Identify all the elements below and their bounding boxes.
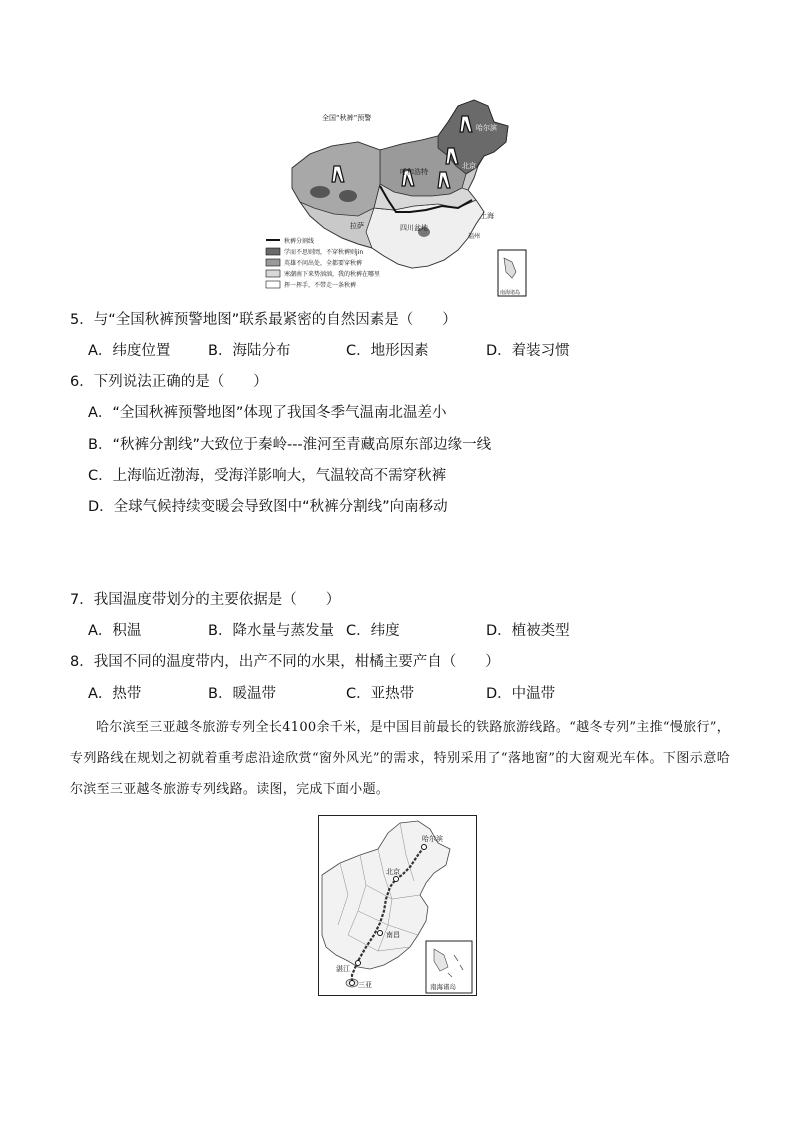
q8-option-b: B．暖温带	[208, 686, 276, 702]
autumn-trousers-warning-map	[262, 96, 532, 300]
q5-option-a: A．纬度位置	[88, 343, 171, 359]
question-7-stem: 7．我国温度带划分的主要依据是（ ）	[70, 592, 341, 608]
legend-level-3: 寒潮南下来势汹汹，我的秋裤在哪里	[284, 271, 381, 278]
q6-option-c: C．上海临近渤海，受海洋影响大，气温较高不需穿秋裤	[88, 468, 447, 484]
passage-text: 哈尔滨至三亚越冬旅游专列全长4100余千米，是中国目前最长的铁路旅游线路。“越冬专列”主推“慢旅行”，专列路线在规划之初就着重考虑沿途欣赏“窗外风光”的需求，特别采用了“落地窗”的大窗观光车体。下图示意哈尔滨至三亚越冬旅游专列线路。读图，完成下面小题。	[70, 720, 730, 797]
question-5-stem: 5．与“全国秋裤预警地图”联系最紧密的自然因素是（ ）	[70, 312, 457, 328]
map1-title: 全国“秋裤”预警	[322, 114, 372, 122]
route-map-inset-label: 南海诸岛	[430, 983, 456, 991]
route-city-beijing: 北京	[386, 868, 400, 876]
q8-option-a: A．热带	[88, 686, 142, 702]
city-fuzhou: 福州	[468, 233, 481, 240]
question-8-stem: 8．我国不同的温度带内，出产不同的水果，柑橘主要产自（ ）	[70, 654, 500, 670]
train-route-map	[318, 815, 477, 996]
q7-option-d: D．植被类型	[486, 623, 570, 639]
q7-option-a: A．积温	[88, 623, 142, 639]
sichuan-basin: 四川盆地	[400, 224, 428, 232]
china-map-figure	[262, 96, 532, 300]
q5-option-c: C．地形因素	[346, 343, 429, 359]
city-hohhot: 呼和浩特	[400, 168, 428, 176]
map1-inset-label: 南海诸岛	[500, 290, 521, 296]
legend-split-line: 秋裤分割线	[284, 238, 315, 245]
city-beijing: 北京	[462, 162, 476, 170]
route-map-figure	[318, 815, 477, 996]
q7-option-b: B．降水量与蒸发量	[208, 623, 334, 639]
q8-option-c: C．亚热带	[346, 686, 415, 702]
q8-option-d: D．中温带	[486, 686, 556, 702]
city-lhasa: 拉萨	[350, 222, 364, 230]
route-city-sanya: 三亚	[358, 981, 372, 989]
q6-option-d: D．全球气候持续变暖会导致图中“秋裤分割线”向南移动	[88, 499, 448, 515]
q6-option-a: A．“全国秋裤预警地图”体现了我国冬季气温南北温差小	[88, 405, 447, 421]
q6-option-b: B．“秋裤分割线”大致位于秦岭---淮河至青藏高原东部边缘一线	[88, 437, 492, 453]
route-city-harbin: 哈尔滨	[422, 835, 443, 843]
q5-option-d: D．着装习惯	[486, 343, 570, 359]
q7-option-c: C．纬度	[346, 623, 400, 639]
question-6-stem: 6．下列说法正确的是（ ）	[70, 374, 268, 390]
reading-passage	[70, 712, 730, 805]
legend-level-1: 学而不思则罔，不穿秋裤则jin	[284, 249, 364, 256]
legend-level-2: 英雄不问出处，全都要穿秋裤	[284, 260, 363, 267]
legend-level-4: 挥一挥手，不带走一条秋裤	[284, 282, 357, 289]
q5-option-b: B．海陆分布	[208, 343, 291, 359]
city-shanghai: 上海	[480, 212, 494, 220]
route-city-nanchang: 南昌	[386, 931, 400, 939]
city-harbin: 哈尔滨	[476, 124, 497, 132]
route-city-zhanjiang: 湛江	[336, 965, 350, 973]
